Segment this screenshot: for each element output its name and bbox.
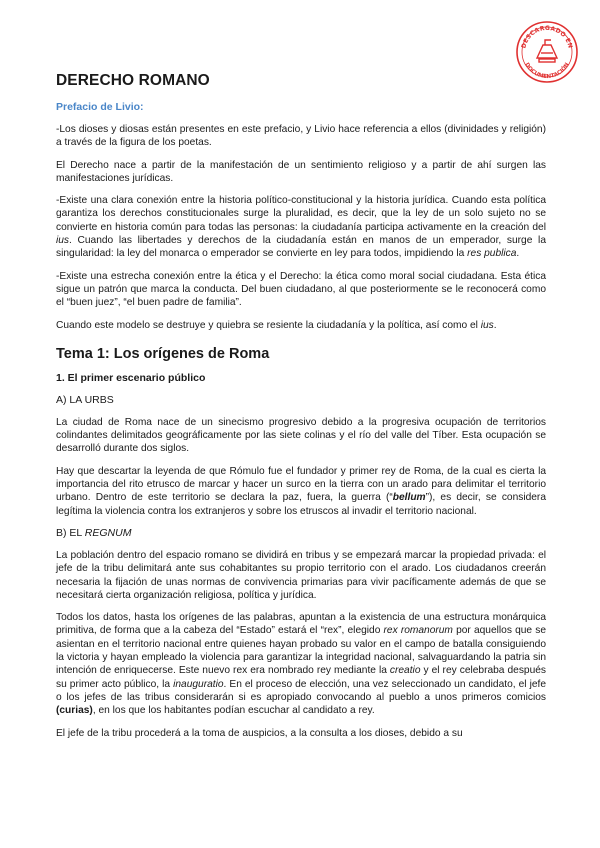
document-title: DERECHO ROMANO <box>56 72 210 89</box>
text-run: ”), es decir, se considera legítima la violencia contra los extranjeros y sobre los etruscos al invadir el territorio nacional. <box>56 492 546 517</box>
paragraph: La población dentro del espacio romano se dividirá en tribus y se empezará marcar la propiedad privada: el jefe de la tribu delimitará ante sus cohabitantes su propio territorio con el arado. Los ciudadanos creerán necesaria la fijación de unas normas de convivencia primarias para vivir pacíficamente además de que se necesitará cierta organización religiosa, política y jurídica. <box>56 549 546 601</box>
text-run: B) EL <box>56 526 85 539</box>
text-run: , en los que los habitantes podían escuchar al candidato a rey. <box>92 705 375 717</box>
text-run: . <box>516 248 520 260</box>
text-run: Hay que descartar la leyenda de que Rómulo fue el fundador y primer rey de Roma, de la cual es cierta la importancia del rito etrusco de marcar y hacer un surco en la tierra con un arado para delimitar el territorio urbano. Dentro de este territorio se declara la paz, fuera, la guerra (“ <box>56 465 546 504</box>
text-run: y el rey celebraba después su primer acto público, la <box>56 665 547 690</box>
text-run: -Existe una clara conexión entre la historia político-constitucional y la historia jurídica. Cuando esta política garantiza los derechos constitucionales surge la pluralidad, es decir, que la ley de un solo sujeto no se convierte en historia común para todas las personas: la ciudadanía participa activamente en la creación del <box>56 195 546 233</box>
italic-term: creatio <box>389 665 421 677</box>
paragraph: El jefe de la tribu procederá a la toma de auspicios, a la consulta a los dioses, debido a su <box>56 727 463 739</box>
stamp-top-text: DESCARGADO EN <box>520 24 574 50</box>
chapter-heading: Tema 1: Los orígenes de Roma <box>56 345 270 362</box>
bold-term: (curias) <box>56 705 93 717</box>
paragraph <box>56 611 546 717</box>
document-page <box>56 72 546 749</box>
paragraph: El Derecho nace a partir de la manifestación de un sentimiento religioso y a partir de ahí surgen las manifestaciones jurídicas. <box>56 159 546 184</box>
italic-term: REGNUM <box>84 526 132 539</box>
italic-term: inauguratio <box>173 678 224 690</box>
text-run: por aquellos que se asientan en el territorio nacional entre quienes hayan probado su valor en el campo de batalla consiguiendo la victoria y hayan empleado la violencia para garantizar la integridad nacional, salvaguardando la patria sin intención de enriquecerse. Este nuevo rex era nombrado rey mediante la <box>56 625 546 677</box>
stamp-bottom-text: DOCUMENTACIÓN <box>523 61 571 81</box>
section-heading: 1. El primer escenario público <box>56 371 206 384</box>
paragraph: -Los dioses y diosas están presentes en este prefacio, y Livio hace referencia a ellos (divinidades y religión) a través de la figura de los poetas. <box>56 124 546 149</box>
text-run: . En el proceso de elección, una vez seleccionado un candidato, el jefe o los jefes de las tribus considerarán si es apropiado convocando al pueblo a unos primeros comicios <box>56 678 546 703</box>
preface-heading: Prefacio de Livio: <box>56 101 144 113</box>
text-run: . Cuando las libertades y derechos de la ciudadanía están en manos de un emperador, surge la singularidad: la ley del monarca o emperador se convierte en ley para todos, impidiendo la <box>56 235 546 260</box>
paragraph: -Existe una estrecha conexión entre la ética y el Derecho: la ética como moral social ciudadana. Esta ética sigue un patrón que marca la conducta. Del buen ciudadano, al que posteriormente se le reconocerá como el “buen juez”, “el buen padre de familia”. <box>56 270 546 309</box>
italic-term: bellum <box>392 492 426 504</box>
subsection-heading: A) LA URBS <box>56 393 114 406</box>
italic-term: ius <box>480 319 494 331</box>
paragraph <box>56 465 546 518</box>
subsection-heading <box>56 527 546 539</box>
paragraph: La ciudad de Roma nace de un sinecismo progresivo debido a la progresiva ocupación de territorios colindantes delimitados geográficamente por las siete colinas y el río del valle del Tíber. Esta ocupación se desarrolló durante dos siglos. <box>56 416 546 455</box>
paragraph <box>56 319 546 332</box>
italic-term: res publica <box>467 248 517 260</box>
text-run: . <box>493 319 497 331</box>
italic-term: ius <box>56 235 70 247</box>
text-run: Todos los datos, hasta los orígenes de las palabras, apuntan a la existencia de una estructura monárquica primitiva, de forma que a la cabeza del “Estado” estará el “rex”, elegido <box>56 612 546 637</box>
text-run: Cuando este modelo se destruye y quiebra se resiente la ciudadanía y la política, así como el <box>56 319 481 331</box>
paragraph <box>56 194 546 260</box>
italic-term: rex romanorum <box>383 625 453 637</box>
